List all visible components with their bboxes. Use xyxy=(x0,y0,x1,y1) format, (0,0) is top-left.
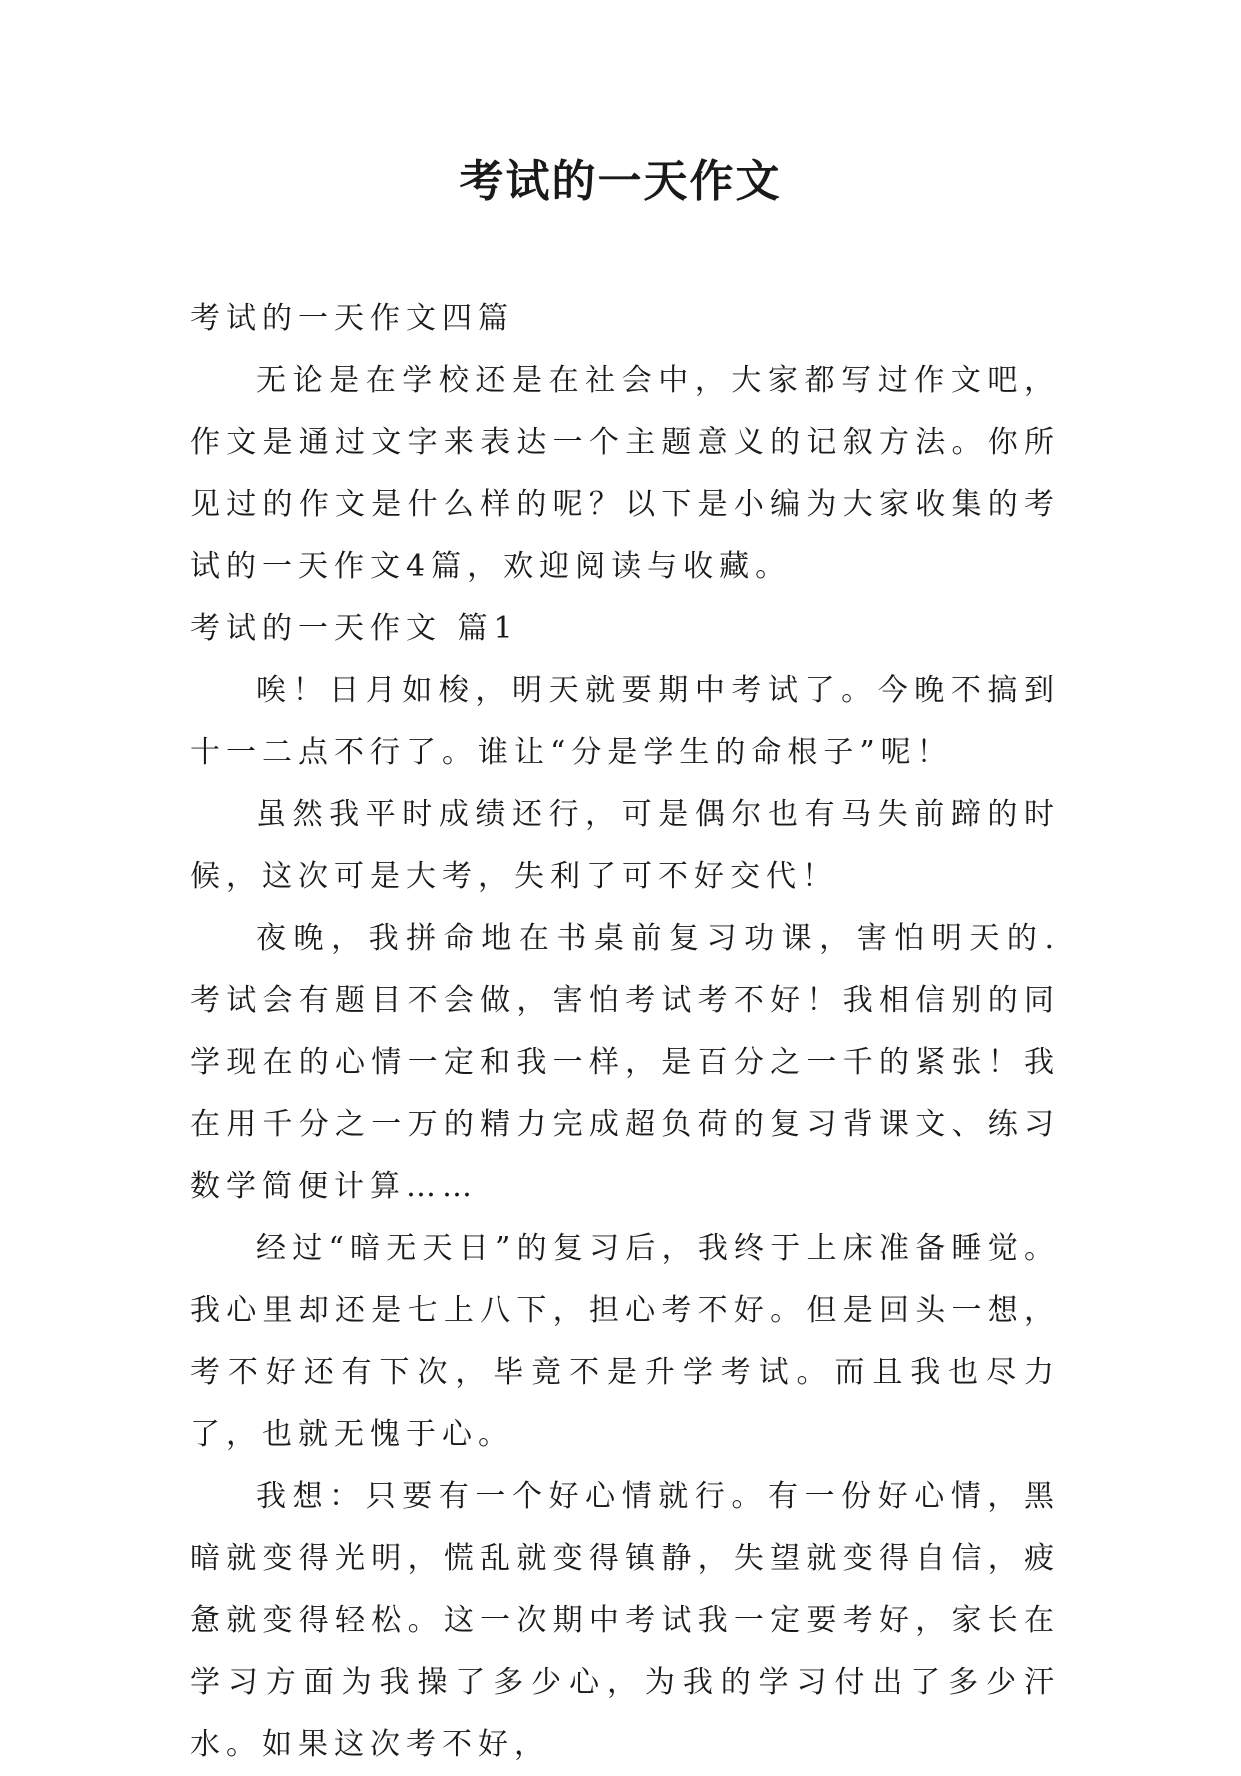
body-paragraph: 唉！日月如梭，明天就要期中考试了。今晚不搞到十一二点不行了。谁让“分是学生的命根子”呢！ xyxy=(190,673,1060,770)
body-paragraph: 经过“暗无天日”的复习后，我终于上床准备睡觉。我心里却还是七上八下，担心考不好。但是回头一想，考不好还有下次，毕竟不是升学考试。而且我也尽力了，也就无愧于心。 xyxy=(190,1231,1060,1452)
document-title: 考试的一天作文 xyxy=(459,156,782,207)
body-paragraph: 夜晚，我拼命地在书桌前复习功课，害怕明天的.考试会有题目不会做，害怕考试考不好！我相信别的同学现在的心情一定和我一样，是百分之一千的紧张！我在用千分之一万的精力完成超负荷的复习背课文、练习数学简便计算…… xyxy=(190,921,1060,1204)
body-paragraph: 我想：只要有一个好心情就行。有一份好心情，黑暗就变得光明，慌乱就变得镇静，失望就变得自信，疲惫就变得轻松。这一次期中考试我一定要考好，家长在学习方面为我操了多少心，为我的学习付出了多少汗水。如果这次考不好， xyxy=(190,1479,1060,1762)
section-heading: 考试的一天作文 篇1 xyxy=(190,611,519,646)
document-body xyxy=(190,288,1060,1776)
body-paragraph: 虽然我平时成绩还行，可是偶尔也有马失前蹄的时候，这次可是大考，失利了可不好交代！ xyxy=(190,797,1060,894)
intro-paragraph: 无论是在学校还是在社会中，大家都写过作文吧，作文是通过文字来表达一个主题意义的记叙方法。你所见过的作文是什么样的呢？以下是小编为大家收集的考试的一天作文4篇，欢迎阅读与收藏。 xyxy=(190,363,1060,584)
document-subtitle: 考试的一天作文四篇 xyxy=(190,301,514,336)
